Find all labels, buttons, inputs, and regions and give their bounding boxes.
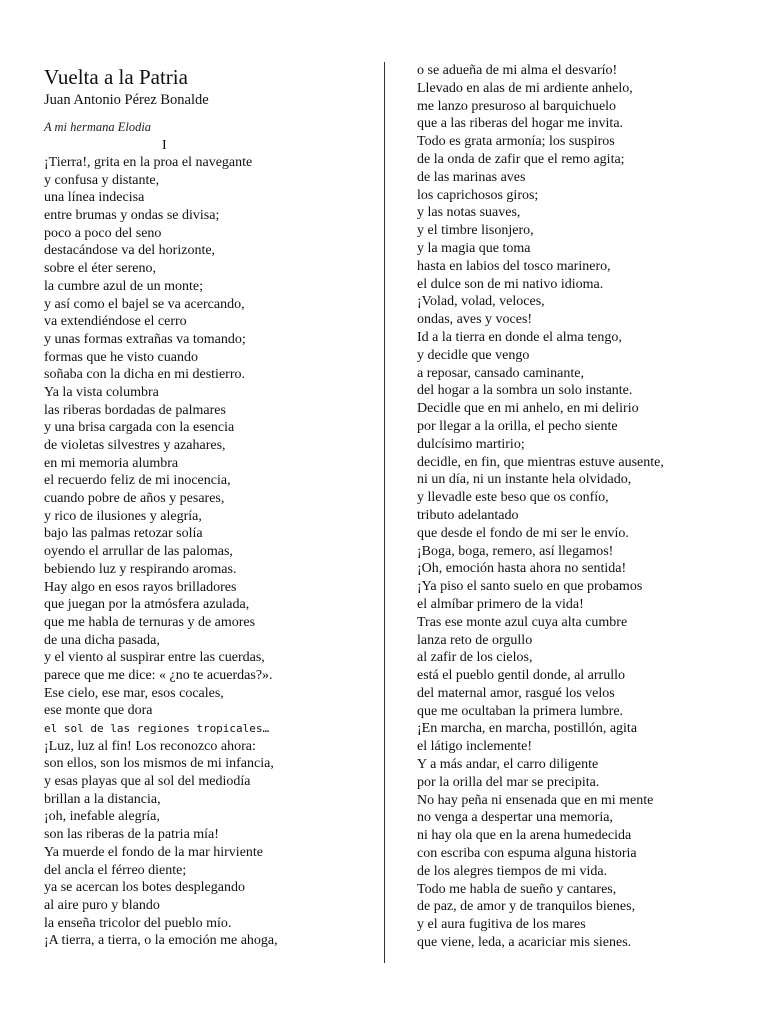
verse-line: y esas playas que al sol del mediodía [44, 774, 251, 790]
verse-line: la cumbre azul de un monte; [44, 278, 203, 294]
verse-line: y la magia que toma [417, 240, 531, 256]
verse-line: bajo las palmas retozar solía [44, 526, 203, 542]
poem-title: Vuelta a la Patria [44, 65, 188, 89]
verse-line: del maternal amor, rasgué los velos [417, 685, 615, 701]
verse-line: No hay peña ni ensenada que en mi mente [417, 792, 654, 808]
verse-line: Todo es grata armonía; los suspiros [417, 134, 615, 150]
column-divider [384, 62, 385, 963]
verse-line: sobre el éter sereno, [44, 261, 156, 277]
verse-line: ondas, aves y voces! [417, 312, 533, 328]
verse-line: Ya la vista columbra [44, 384, 159, 400]
verse-line: con escriba con espuma alguna historia [417, 846, 637, 862]
verse-line: decidle, en fin, que mientras estuve ausente, [417, 454, 664, 470]
verse-line: y rico de ilusiones y alegría, [44, 508, 202, 524]
verse-line: o se adueña de mi alma el desvarío! [417, 63, 618, 78]
verse-line: la enseña tricolor del pueblo mío. [44, 915, 232, 931]
verse-line: formas que he visto cuando [44, 349, 198, 365]
verse-line: dulcísimo martirio; [417, 436, 525, 452]
verse-line: el recuerdo feliz de mi inocencia, [44, 473, 231, 489]
verse-line: y una brisa cargada con la esencia [44, 420, 235, 436]
verse-line: Id a la tierra en donde el alma tengo, [417, 329, 622, 345]
verse-line: al zafir de los cielos, [417, 650, 533, 666]
verse-line: parece que me dice: « ¿no te acuerdas?». [44, 667, 273, 683]
verse-line: las riberas bordadas de palmares [44, 402, 226, 418]
verse-line: Y a más andar, el carro diligente [417, 757, 599, 773]
verse-line: hasta en labios del tosco marinero, [417, 258, 611, 274]
verse-line: y el timbre lisonjero, [417, 223, 534, 239]
verse-line: Hay algo en esos rayos brilladores [44, 579, 237, 595]
verse-line: por la orilla del mar se precipita. [417, 774, 600, 790]
verse-line: de una dicha pasada, [44, 632, 160, 648]
verse-line: el almíbar primero de la vida! [417, 596, 584, 612]
verse-line: entre brumas y ondas se divisa; [44, 208, 220, 224]
verse-line: del hogar a la sombra un solo instante. [417, 383, 633, 399]
right-column [417, 62, 747, 952]
verse-line: va extendiéndose el cerro [44, 314, 187, 330]
poem-author: Juan Antonio Pérez Bonalde [44, 92, 209, 108]
verse-line: me lanzo presuroso al barquichuelo [417, 98, 617, 114]
section-number: I [162, 138, 167, 153]
verse-line: ya se acercan los botes desplegando [44, 880, 245, 896]
verse-line: Ese cielo, ese mar, esos cocales, [44, 685, 224, 701]
verse-line: ¡Volad, volad, veloces, [417, 294, 545, 310]
verse-line: ni un día, ni un instante hela olvidado, [417, 472, 632, 488]
verse-line: tributo adelantado [417, 507, 519, 523]
verse-line: ¡Luz, luz al fin! Los reconozco ahora: [44, 738, 256, 754]
verse-line: Llevado en alas de mi ardiente anhelo, [417, 80, 633, 96]
left-verse-list [44, 154, 374, 950]
verse-line: cuando pobre de años y pesares, [44, 491, 225, 507]
verse-line: oyendo el arrullar de las palomas, [44, 544, 233, 560]
verse-line: el dulce son de mi nativo idioma. [417, 276, 604, 292]
verse-line: lanza reto de orgullo [417, 632, 533, 648]
verse-line: Todo me habla de sueño y cantares, [417, 881, 617, 897]
verse-line: poco a poco del seno [44, 225, 162, 241]
verse-line: ¡En marcha, en marcha, postillón, agita [417, 721, 638, 737]
verse-line: Ya muerde el fondo de la mar hirviente [44, 844, 264, 860]
verse-line: y el aura fugitiva de los mares [417, 917, 586, 933]
verse-line: brillan a la distancia, [44, 791, 161, 807]
verse-line: del ancla el férreo diente; [44, 862, 187, 878]
right-verse-list [417, 62, 747, 952]
poem-dedication: A mi hermana Elodia [44, 120, 152, 134]
verse-line: ni hay ola que en la arena humedecida [417, 828, 632, 844]
verse-line: son ellos, son los mismos de mi infancia, [44, 756, 274, 772]
verse-line: soñaba con la dicha en mi destierro. [44, 367, 245, 383]
verse-line: ¡Tierra!, grita en la proa el navegante [44, 155, 253, 170]
verse-line: y el viento al suspirar entre las cuerdas, [44, 650, 265, 666]
verse-line: y unas formas extrañas va tomando; [44, 331, 246, 347]
verse-line: y las notas suaves, [417, 205, 521, 221]
verse-line: Decidle que en mi anhelo, en mi delirio [417, 401, 639, 417]
verse-line: de la onda de zafir que el remo agita; [417, 151, 625, 167]
verse-line: está el pueblo gentil donde, al arrullo [417, 668, 625, 684]
verse-line: que desde el fondo de mi ser le envío. [417, 525, 629, 541]
verse-line: que me habla de ternuras y de amores [44, 614, 256, 630]
verse-line: y así como el bajel se va acercando, [44, 296, 245, 312]
verse-line: de violetas silvestres y azahares, [44, 438, 226, 453]
verse-line: ¡Oh, emoción hasta ahora no sentida! [417, 561, 627, 577]
verse-line: que viene, leda, a acariciar mis sienes. [417, 935, 632, 951]
verse-line: ¡oh, inefable alegría, [44, 809, 160, 825]
verse-line: al aire puro y blando [44, 897, 160, 913]
verse-line: los caprichosos giros; [417, 187, 539, 203]
verse-line: a reposar, cansado caminante, [417, 365, 584, 381]
verse-line: ¡Ya piso el santo suelo en que probamos [417, 579, 643, 595]
verse-line: ese monte que dora [44, 703, 153, 719]
verse-line: por llegar a la orilla, el pecho siente [417, 418, 618, 434]
verse-line: y confusa y distante, [44, 172, 160, 188]
verse-line: destacándose va del horizonte, [44, 243, 216, 259]
verse-line: no venga a despertar una memoria, [417, 810, 613, 826]
verse-line: en mi memoria alumbra [44, 455, 179, 471]
verse-line: bebiendo luz y respirando aromas. [44, 561, 237, 577]
verse-line: de las marinas aves [417, 169, 526, 185]
verse-line: de los alegres tiempos de mi vida. [417, 863, 608, 879]
verse-line: Tras ese monte azul cuya alta cumbre [417, 614, 628, 630]
verse-line: que a las riberas del hogar me invita. [417, 116, 624, 132]
verse-line: de paz, de amor y de tranquilos bienes, [417, 899, 636, 915]
verse-line: una línea indecisa [44, 190, 145, 206]
verse-line: que me ocultaban la primera lumbre. [417, 703, 624, 719]
verse-line: el sol de las regiones tropicales… [44, 722, 270, 735]
verse-line: y decidle que vengo [417, 347, 530, 363]
verse-line: son las riberas de la patria mía! [44, 827, 219, 843]
verse-line: el látigo inclemente! [417, 739, 533, 755]
verse-line: que juegan por la atmósfera azulada, [44, 597, 250, 613]
verse-line: ¡A tierra, a tierra, o la emoción me ahoga, [44, 933, 278, 949]
verse-line: y llevadle este beso que os confío, [417, 490, 609, 506]
left-column [44, 62, 374, 950]
verse-line: ¡Boga, boga, remero, así llegamos! [417, 543, 614, 559]
